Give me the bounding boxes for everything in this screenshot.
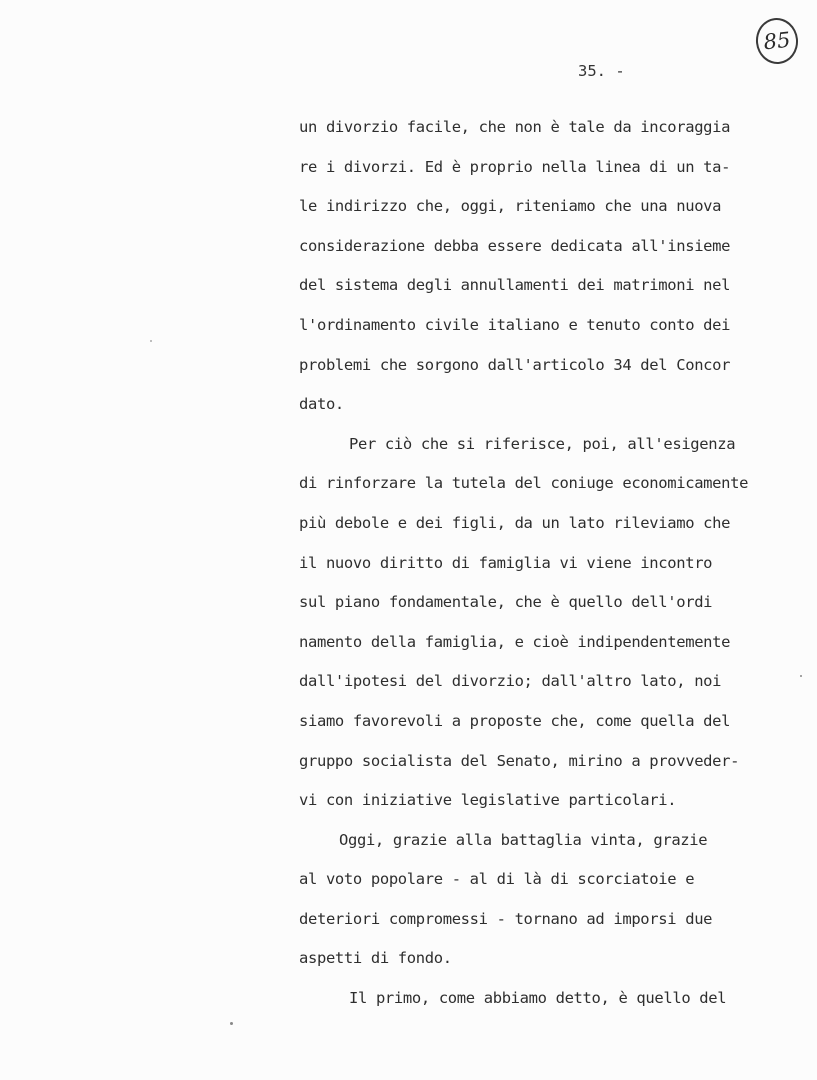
text-line: deteriori compromessi - tornano ad imporsi due	[299, 909, 713, 928]
text-line: siamo favorevoli a proposte che, come quella del	[299, 711, 731, 730]
text-line: dall'ipotesi del divorzio; dall'altro lato, noi	[299, 672, 722, 691]
text-line: il nuovo diritto di famiglia vi viene incontro	[299, 553, 713, 572]
text-line: problemi che sorgono dall'articolo 34 del Concor	[299, 355, 731, 374]
text-line: aspetti di fondo.	[299, 949, 452, 968]
text-line: l'ordinamento civile italiano e tenuto conto dei	[299, 315, 731, 334]
page-stamp: 85	[754, 16, 801, 66]
text-line: Per ciò che si riferisce, poi, all'esigenza	[349, 434, 736, 453]
text-line: re i divorzi. Ed è proprio nella linea di un ta-	[299, 157, 731, 176]
paper-speck	[150, 340, 152, 342]
text-line: sul piano fondamentale, che è quello dell'ordi	[299, 593, 713, 612]
page-number: 35. -	[578, 62, 625, 80]
paper-speck	[230, 1022, 233, 1025]
text-line: considerazione debba essere dedicata all'insieme	[299, 236, 731, 255]
text-line: Oggi, grazie alla battaglia vinta, grazie	[339, 830, 708, 849]
text-line: Il primo, come abbiamo detto, è quello del	[349, 989, 727, 1008]
text-line: dato.	[299, 395, 344, 414]
text-line: le indirizzo che, oggi, riteniamo che una nuova	[299, 197, 722, 216]
text-line: un divorzio facile, che non è tale da incoraggia	[299, 118, 731, 136]
text-line: vi con iniziative legislative particolari.	[299, 791, 677, 810]
text-line: più debole e dei figli, da un lato rileviamo che	[299, 513, 731, 532]
body-text	[299, 108, 817, 1019]
text-line: del sistema degli annullamenti dei matrimoni nel	[299, 276, 731, 295]
text-line: gruppo socialista del Senato, mirino a provveder-	[299, 751, 740, 770]
paper-speck	[800, 675, 802, 677]
text-line: di rinforzare la tutela del coniuge economicamente	[299, 474, 749, 493]
text-line: al voto popolare - al di là di scorciatoie e	[299, 870, 695, 889]
text-line: namento della famiglia, e cioè indipendentemente	[299, 632, 731, 651]
